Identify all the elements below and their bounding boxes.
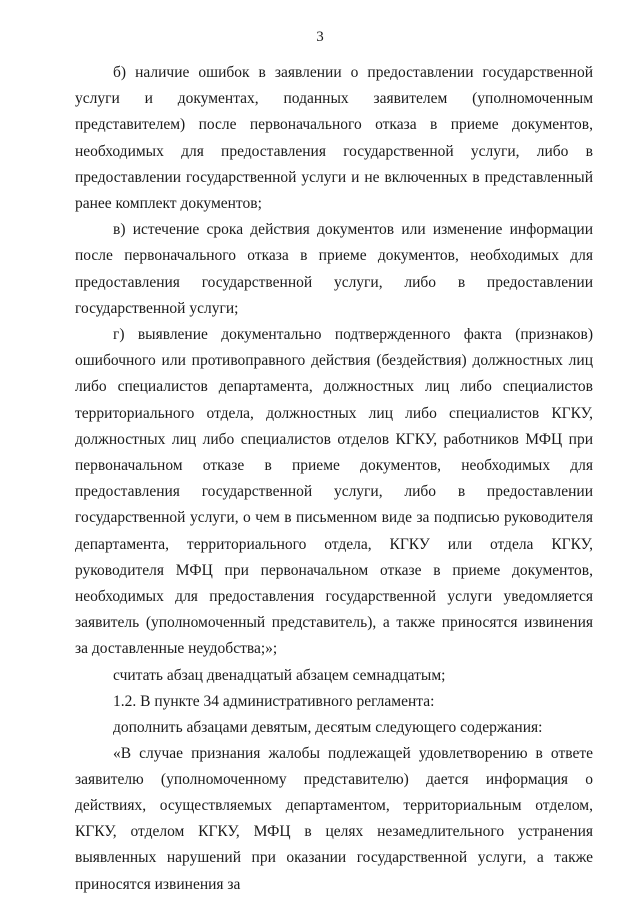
- paragraph-renumber: считать абзац двенадцатый абзацем семнадцатым;: [113, 666, 446, 684]
- paragraph-section-1-2: 1.2. В пункте 34 административного регламента:: [113, 692, 435, 710]
- document-body: [75, 60, 593, 898]
- page-number: 3: [316, 29, 324, 45]
- paragraph-v: в) истечение срока действия документов или изменение информации после первоначального отказа в приеме документов, необходимых для предоставления государственной услуги, либо в предоставлении государственной услуги;: [75, 221, 593, 317]
- paragraph-g: г) выявление документально подтвержденного факта (признаков) ошибочного или противоправного действия (бездействия) должностных лиц либо специалистов департамента, должностных лиц либо специалистов территориального отдела, должностных лиц либо специалистов КГКУ, должностных лиц либо специалистов отделов КГКУ, работников МФЦ при первоначальном отказе в приеме документов, необходимых для предоставления государственной услуги, либо в предоставлении государственной услуги, о чем в письменном виде за подписью руководителя департамента, территориального отдела, КГКУ или отдела КГКУ, руководителя МФЦ при первоначальном отказе в приеме документов, необходимых для предоставления государственной услуги уведомляется заявитель (уполномоченный представитель), а также приносятся извинения за доставленные неудобства;»;: [75, 326, 593, 658]
- paragraph-complaint: «В случае признания жалобы подлежащей удовлетворению в ответе заявителю (уполномоченному представителю) дается информация о действиях, осуществляемых департаментом, территориальным отделом, КГКУ, отделом КГКУ, МФЦ в целях незамедлительного устранения выявленных нарушений при оказании государственной услуги, а также приносятся извинения за: [75, 744, 593, 893]
- paragraph-b: б) наличие ошибок в заявлении о предоставлении государственной услуги и документах, поданных заявителем (уполномоченным представителем) после первоначального отказа в приеме документов, необходимых для предоставления государственной услуги, либо в предоставлении государственной услуги и не включенных в представленный ранее комплект документов;: [75, 64, 593, 213]
- paragraph-supplement: дополнить абзацами девятым, десятым следующего содержания:: [113, 718, 543, 736]
